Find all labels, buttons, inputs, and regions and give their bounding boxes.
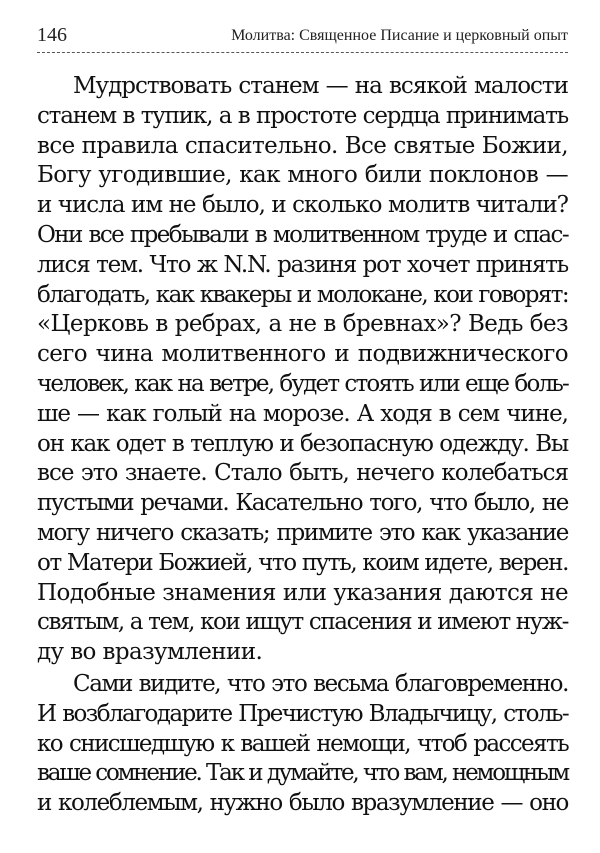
text-line: станем в тупик, а в простоте сердца принимать <box>37 102 568 129</box>
text-line: ваше сомнение. Так и думайте, что вам, немощным <box>37 760 568 787</box>
text-line: и числа им не было, и сколько молитв читали? <box>37 192 568 219</box>
text-line: святым, а тем, кои ищут спасения и имеют нуж- <box>37 609 568 636</box>
text-line: человек, как на ветре, будет стоять или еще боль- <box>37 370 568 397</box>
text-line: ду во вразумлении. <box>37 639 263 666</box>
page-body <box>37 72 568 819</box>
text-line: Они все пребывали в молитвенном труде и спас- <box>37 221 568 248</box>
text-line: он как одет в теплую и безопасную одежду. Вы <box>37 430 568 457</box>
text-line: «Церковь в ребрах, а не в бревнах»? Ведь без <box>37 311 568 338</box>
text-line: сего чина молитвенного и подвижнического <box>37 341 568 368</box>
text-line: И возблагодарите Пречистую Владычицу, столь- <box>37 700 568 727</box>
page-number: 146 <box>37 24 67 46</box>
text-line: Сами видите, что это весьма благовременно. <box>73 670 568 697</box>
text-line: ко снисшедшую к вашей немощи, чтоб рассеять <box>37 730 568 757</box>
text-line: все это знаете. Стало быть, нечего колебаться <box>37 460 568 487</box>
text-line: благодать, как квакеры и молокане, кои говорят: <box>37 281 568 308</box>
text-line: все правила спасительно. Все святые Божии, <box>37 132 568 159</box>
text-line: могу ничего сказать; примите это как указание <box>37 519 568 546</box>
paragraph <box>37 670 568 819</box>
text-line: Подобные знамения или указания даются не <box>37 579 568 606</box>
text-line: лися тем. Что ж N.N. разиня рот хочет принять <box>37 251 568 278</box>
running-title: Молитва: Священное Писание и церковный опыт <box>231 27 568 44</box>
text-line: ше — как голый на морозе. А ходя в сем чине, <box>37 400 568 427</box>
text-line: Богу угодившие, как много били поклонов — <box>37 162 568 189</box>
paragraph <box>37 72 568 668</box>
text-line: пустыми речами. Касательно того, что было, не <box>37 490 568 517</box>
text-line: и колеблемым, нужно было вразумление — оно <box>37 790 568 817</box>
text-line: от Матери Божией, что путь, коим идете, верен. <box>37 549 568 576</box>
text-line: Мудрствовать станем — на всякой малости <box>73 73 568 99</box>
page-header <box>37 22 568 53</box>
